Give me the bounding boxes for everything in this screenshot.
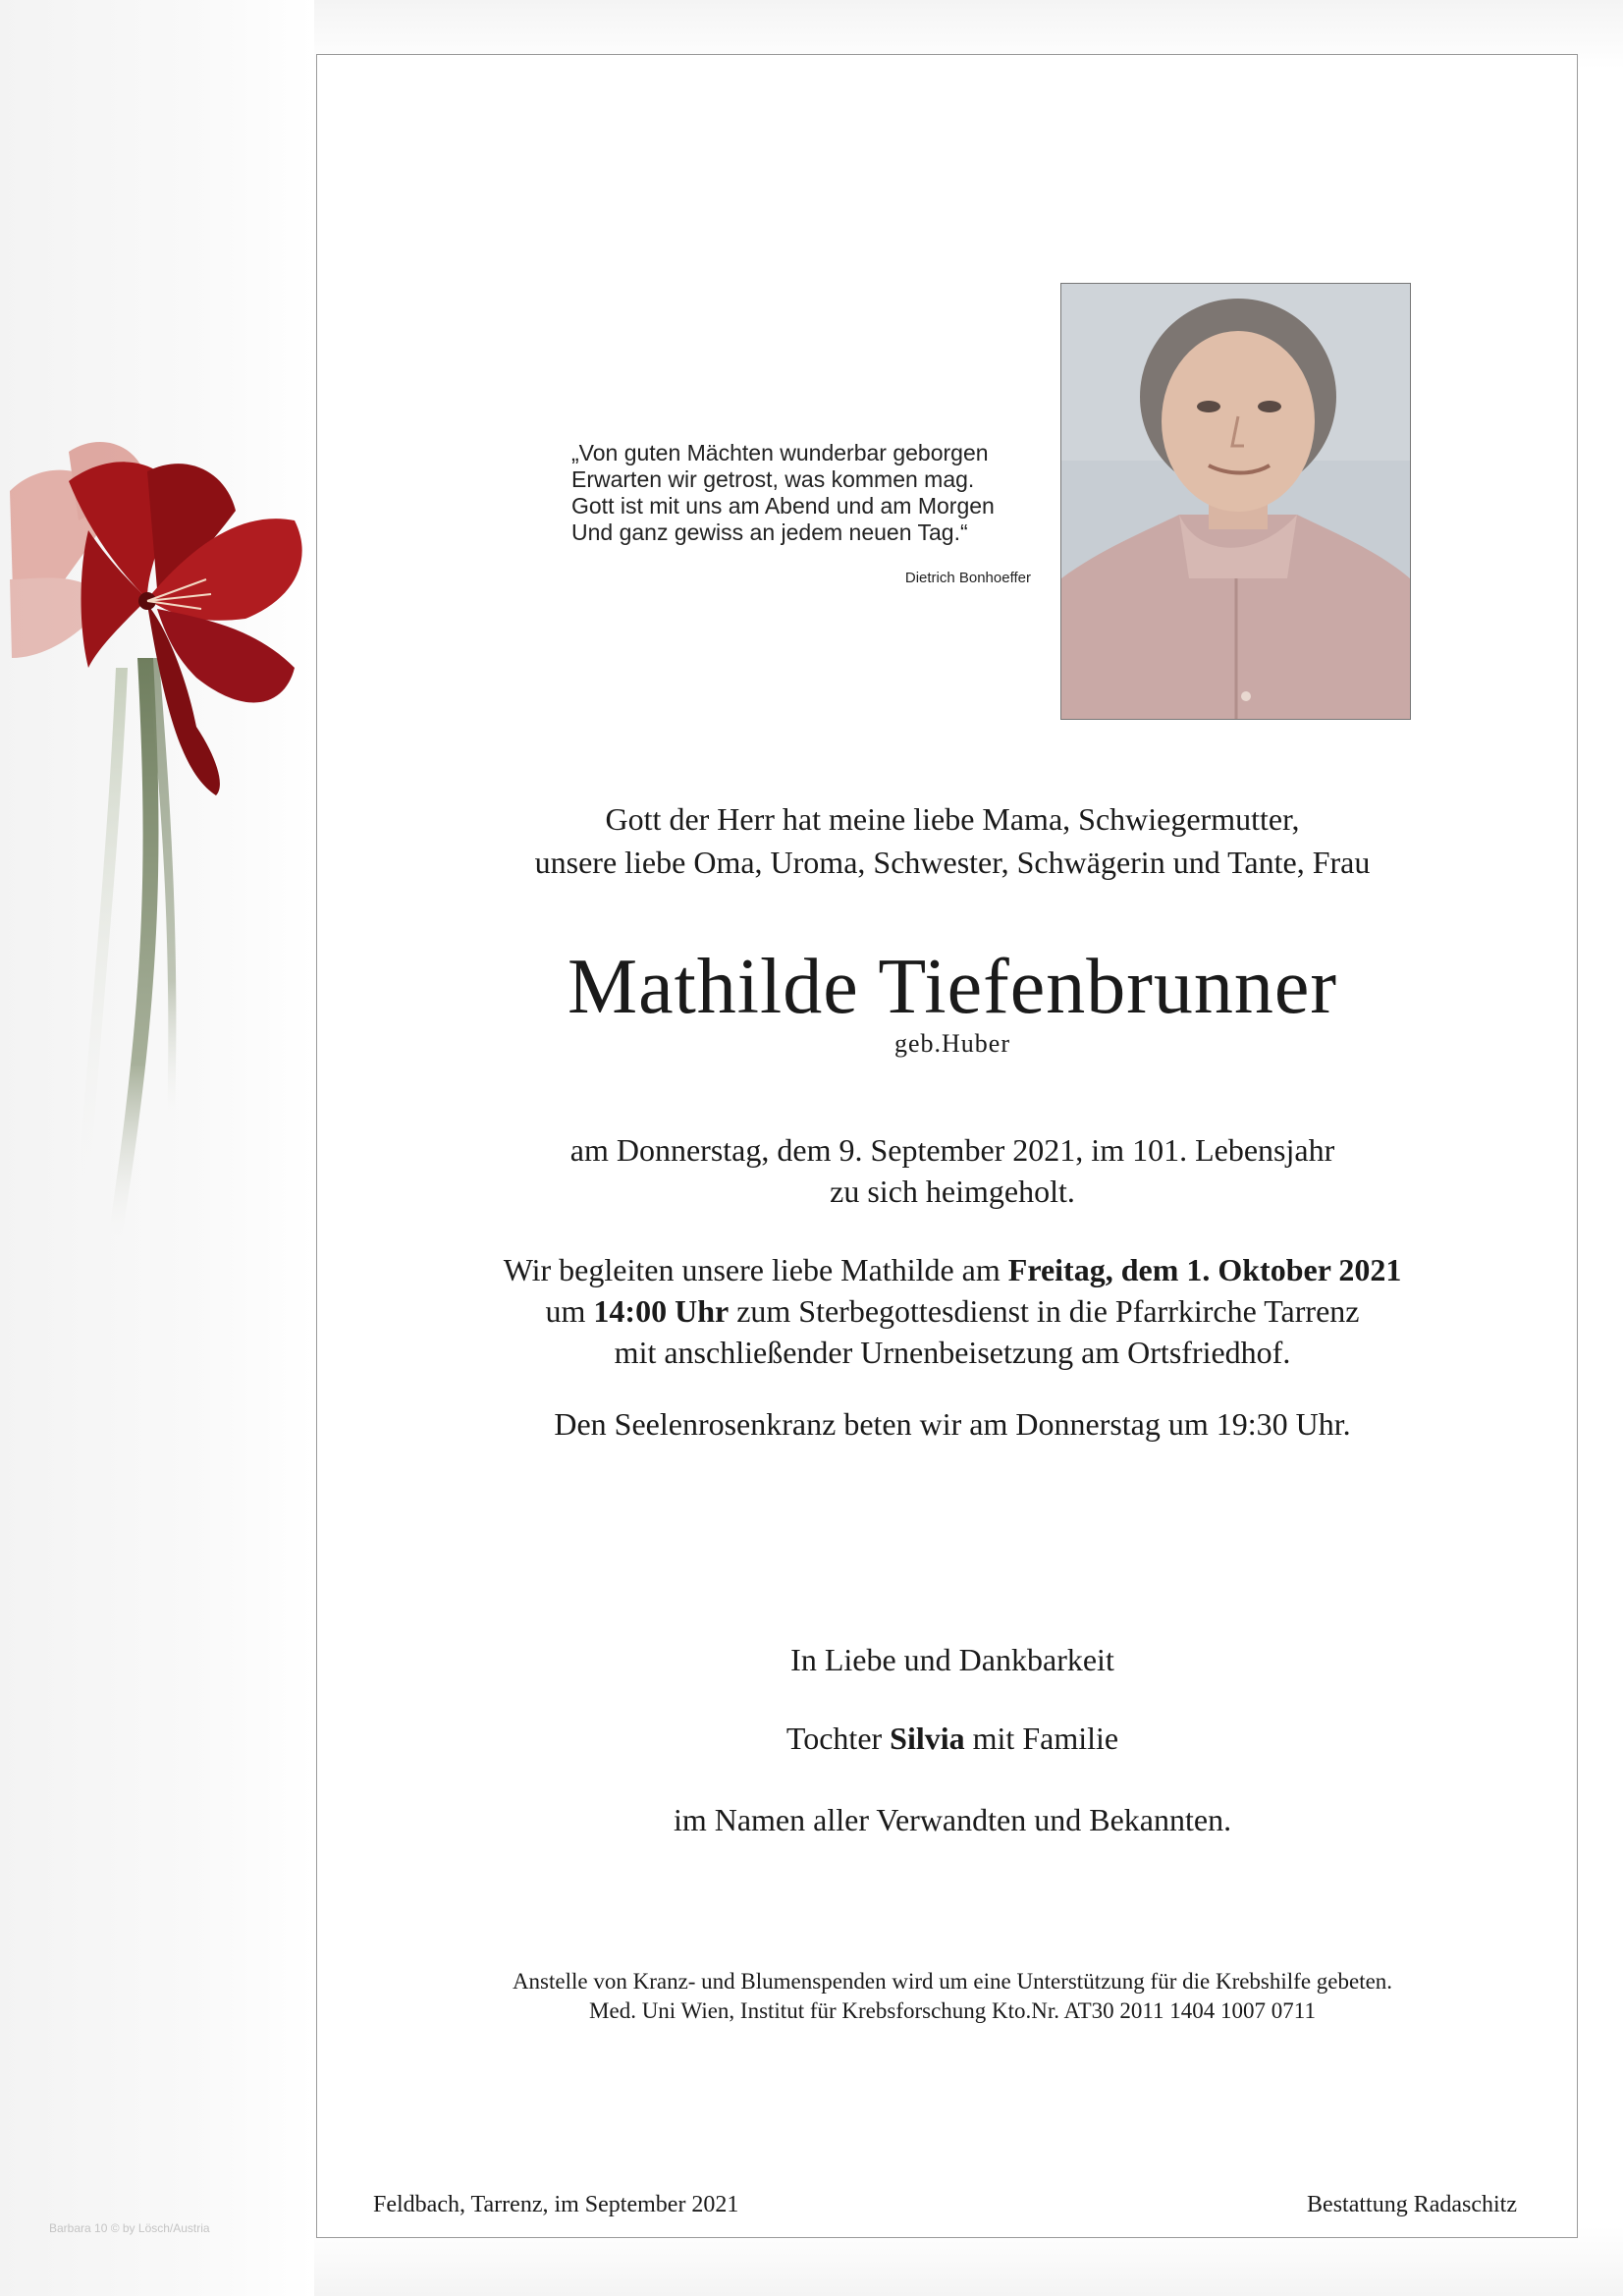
funeral-date: Freitag, dem 1. Oktober 2021 <box>1007 1252 1402 1287</box>
birth-name: geb.Huber <box>893 1029 1010 1058</box>
funeral-line <box>412 1249 1492 1290</box>
place-date: Feldbach, Tarrenz, im September 2021 <box>373 2192 739 2217</box>
funeral-text-part: um <box>545 1293 594 1329</box>
daughter-text <box>412 1721 1492 1757</box>
quote-line: „Von guten Mächten wunderbar geborgen <box>571 440 989 465</box>
funeral-line: mit anschließender Urnenbeisetzung am Ortsfriedhof. <box>614 1335 1291 1370</box>
intro-line: unsere liebe Oma, Uroma, Schwester, Schwägerin und Tante, Frau <box>534 845 1371 880</box>
daughter-text-part: Tochter <box>785 1721 891 1756</box>
deceased-name: Mathilde Tiefenbrunner <box>567 944 1338 1030</box>
rosary-text: Den Seelenrosenkranz beten wir am Donnerstag um 19:30 Uhr. <box>554 1406 1351 1442</box>
relatives-text: im Namen aller Verwandten und Bekannten. <box>673 1802 1232 1837</box>
intro-text <box>412 797 1492 884</box>
daughter-text-part: mit Familie <box>964 1721 1119 1756</box>
donation-line: Anstelle von Kranz- und Blumenspenden wird um eine Unterstützung für die Krebshilfe gebeten. <box>512 1969 1393 1994</box>
funeral-line <box>412 1290 1492 1332</box>
death-line: zu sich heimgeholt. <box>830 1174 1075 1209</box>
funeral-text-part: zum Sterbegottesdienst in die Pfarrkirche Tarrenz <box>729 1293 1360 1329</box>
portrait-photo <box>1060 283 1411 720</box>
death-text <box>412 1129 1492 1212</box>
thanks-text: In Liebe und Dankbarkeit <box>790 1642 1114 1677</box>
funeral-time: 14:00 Uhr <box>593 1293 730 1329</box>
death-line: am Donnerstag, dem 9. September 2021, im 101. Lebensjahr <box>569 1132 1335 1168</box>
bonhoeffer-quote <box>571 440 1043 546</box>
quote-line: Und ganz gewiss an jedem neuen Tag.“ <box>571 519 968 545</box>
undertaker-name: Bestattung Radaschitz <box>1307 2192 1517 2217</box>
daughter-name: Silvia <box>890 1721 965 1756</box>
donation-line: Med. Uni Wien, Institut für Krebsforschung Kto.Nr. AT30 2011 1404 1007 0711 <box>589 1998 1316 2023</box>
copyright-note: Barbara 10 © by Lösch/Austria <box>49 2221 210 2235</box>
funeral-text-part: Wir begleiten unsere liebe Mathilde am <box>503 1252 1008 1287</box>
quote-line: Gott ist mit uns am Abend und am Morgen <box>571 493 995 519</box>
quote-author: Dietrich Bonhoeffer <box>904 570 1031 586</box>
donation-note <box>412 1967 1492 2026</box>
funeral-text <box>412 1249 1492 1373</box>
quote-line: Erwarten wir getrost, was kommen mag. <box>571 466 975 492</box>
intro-line: Gott der Herr hat meine liebe Mama, Schwiegermutter, <box>605 801 1300 837</box>
amaryllis-flower-image <box>0 432 363 1296</box>
